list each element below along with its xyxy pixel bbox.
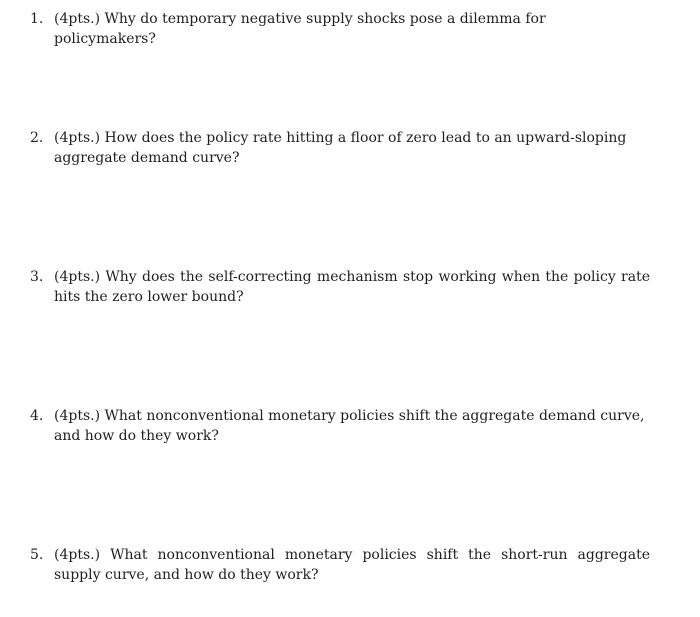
question-number: 3.: [30, 269, 44, 285]
question-body: How does the policy rate hitting a floor of zero lead to an upward-sloping aggregate demand curve?: [54, 130, 627, 166]
question-text: [54, 545, 650, 585]
question-text: [54, 9, 650, 49]
question-points: (4pts.): [54, 269, 101, 285]
question-3: [30, 267, 650, 307]
question-2: [30, 128, 650, 168]
question-number: 2.: [30, 130, 44, 146]
question-5: [30, 545, 650, 585]
question-text: [54, 406, 650, 446]
question-4: [30, 406, 650, 446]
question-points: (4pts.): [54, 408, 101, 424]
question-number: 5.: [30, 547, 44, 563]
question-points: (4pts.): [54, 11, 101, 27]
question-1: [30, 9, 650, 49]
question-body: What nonconventional monetary policies shift the aggregate demand curve, and how do they work?: [54, 408, 645, 444]
question-number: 1.: [30, 11, 44, 27]
question-points: (4pts.): [54, 130, 101, 146]
question-text: [54, 267, 650, 307]
question-body: What nonconventional monetary policies shift the short-run aggregate supply curve, and how do they work?: [54, 547, 650, 583]
question-body: Why do temporary negative supply shocks pose a dilemma for policymakers?: [54, 11, 546, 47]
question-number: 4.: [30, 408, 44, 424]
question-text: [54, 128, 650, 168]
question-body: Why does the self-correcting mechanism stop working when the policy rate hits the zero lower bound?: [54, 269, 650, 305]
question-points: (4pts.): [54, 547, 101, 563]
